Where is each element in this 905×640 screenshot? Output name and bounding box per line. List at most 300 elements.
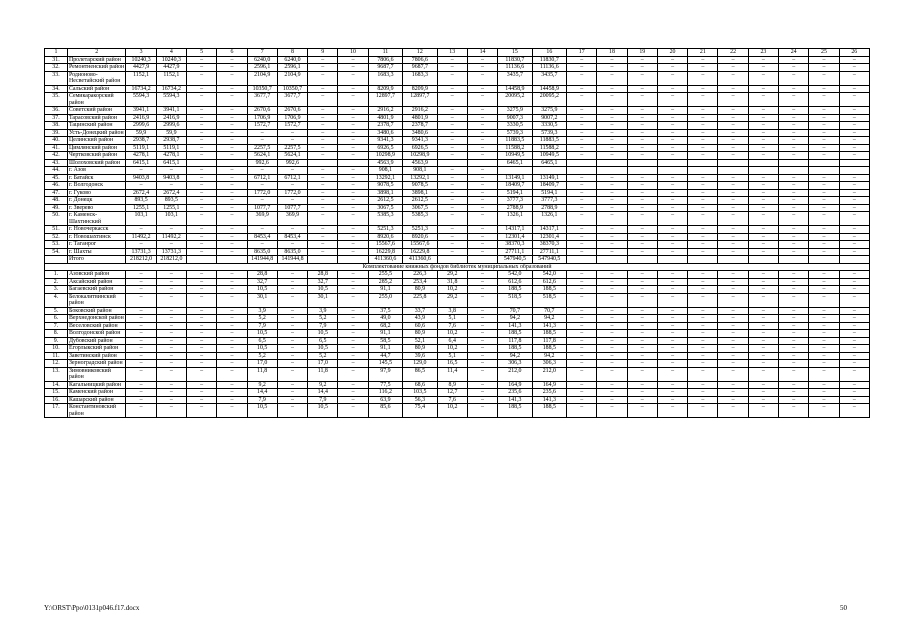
table-cell: 58,5 — [368, 337, 402, 345]
table-cell: – — [156, 360, 186, 368]
table-cell: – — [839, 182, 869, 190]
table-cell: 6240,0 — [247, 56, 277, 64]
table-cell: 188,5 — [498, 330, 532, 338]
file-path: Y:\ORST\Ppo\0131p046.f17.docx — [44, 604, 140, 612]
table-cell: – — [748, 114, 778, 122]
table-cell: – — [217, 241, 247, 249]
table-cell: – — [467, 352, 497, 360]
table-cell: – — [338, 56, 368, 64]
table-cell: – — [467, 307, 497, 315]
table-cell: – — [338, 233, 368, 241]
table-cell: – — [217, 56, 247, 64]
table-cell: – — [657, 337, 687, 345]
table-cell: 5385,3 — [403, 212, 437, 226]
table-cell: – — [688, 122, 718, 130]
table-cell: 39,6 — [403, 352, 437, 360]
table-cell: – — [187, 322, 217, 330]
table-cell: 8920,6 — [368, 233, 402, 241]
table-cell: 10298,9 — [403, 152, 437, 160]
table-cell: 14458,9 — [498, 85, 532, 93]
table-cell: – — [156, 330, 186, 338]
table-cell: – — [187, 122, 217, 130]
table-cell: 1683,3 — [368, 71, 402, 85]
table-cell: 20095,2 — [498, 93, 532, 107]
table-cell — [627, 159, 657, 167]
table-cell: – — [187, 93, 217, 107]
table-cell — [187, 159, 217, 167]
table-cell: 2916,2 — [368, 107, 402, 115]
table-cell: – — [688, 404, 718, 418]
table-cell: – — [748, 241, 778, 249]
table-cell: – — [277, 352, 307, 360]
table-cell: – — [467, 315, 497, 323]
table-cell: – — [156, 226, 186, 234]
table-cell: – — [467, 197, 497, 205]
table-cell: 9687,7 — [403, 64, 437, 72]
table-cell: – — [437, 241, 467, 249]
table-cell: – — [657, 233, 687, 241]
table-cell: – — [467, 226, 497, 234]
table-cell: 9341,3 — [368, 137, 402, 145]
table-cell: – — [467, 396, 497, 404]
table-cell: 141,3 — [498, 322, 532, 330]
table-cell: 10,5 — [308, 345, 338, 353]
table-cell: – — [217, 315, 247, 323]
table-cell: – — [567, 367, 597, 381]
table-cell: 3067,5 — [403, 204, 437, 212]
table-cell: 3677,7 — [277, 93, 307, 107]
table-cell: – — [308, 122, 338, 130]
table-cell: – — [748, 286, 778, 294]
table-cell: – — [338, 129, 368, 137]
table-cell: 11588,2 — [532, 144, 566, 152]
table-cell: – — [567, 271, 597, 279]
table-cell: – — [809, 93, 839, 107]
table-cell: 9403,8 — [126, 174, 156, 182]
table-cell: – — [809, 337, 839, 345]
table-cell: 2257,5 — [247, 144, 277, 152]
table-cell: 10298,9 — [368, 152, 402, 160]
table-cell: – — [718, 381, 748, 389]
table-cell: – — [126, 307, 156, 315]
table-cell — [688, 167, 718, 175]
table-cell: 188,5 — [532, 345, 566, 353]
table-cell: – — [779, 56, 809, 64]
table-cell: – — [688, 381, 718, 389]
table-cell: – — [748, 85, 778, 93]
table-cell: – — [657, 122, 687, 130]
table-cell: – — [126, 337, 156, 345]
table-cell: – — [338, 122, 368, 130]
table-cell: – — [437, 71, 467, 85]
table-cell: – — [467, 212, 497, 226]
table-cell: – — [126, 271, 156, 279]
table-row — [45, 114, 870, 122]
table-cell: – — [688, 337, 718, 345]
table-cell: 10,5 — [247, 286, 277, 294]
table-cell: – — [187, 114, 217, 122]
table-cell: – — [718, 182, 748, 190]
table-row — [45, 226, 870, 234]
table-cell: 612,6 — [532, 278, 566, 286]
table-cell: – — [567, 122, 597, 130]
table-cell: – — [277, 345, 307, 353]
table-cell: – — [187, 107, 217, 115]
table-cell: – — [627, 93, 657, 107]
table-cell: 145,5 — [368, 360, 402, 368]
table-cell: 80,9 — [403, 345, 437, 353]
table-cell: – — [718, 189, 748, 197]
table-cell: – — [779, 64, 809, 72]
table-cell: 10949,5 — [532, 152, 566, 160]
table-cell: 2378,7 — [403, 122, 437, 130]
table-cell: – — [437, 122, 467, 130]
table-cell: – — [126, 182, 156, 190]
table-cell: 38370,3 — [532, 241, 566, 249]
table-cell: 3941,1 — [126, 107, 156, 115]
table-cell: 10,5 — [247, 404, 277, 418]
table-cell: – — [809, 144, 839, 152]
table-cell: – — [277, 322, 307, 330]
column-number: 4 — [156, 49, 186, 57]
table-cell: – — [809, 137, 839, 145]
table-cell: 5251,3 — [403, 226, 437, 234]
table-cell: – — [338, 71, 368, 85]
table-cell: – — [156, 182, 186, 190]
table-cell: – — [748, 152, 778, 160]
table-row — [45, 144, 870, 152]
table-cell: – — [657, 226, 687, 234]
table-cell: – — [597, 404, 627, 418]
table-cell: 411360,6 — [368, 256, 402, 264]
table-cell: – — [187, 174, 217, 182]
table-cell: – — [126, 241, 156, 249]
column-number: 26 — [839, 49, 869, 57]
table-cell: – — [718, 204, 748, 212]
table-cell: – — [839, 64, 869, 72]
table-cell: 14. — [45, 381, 68, 389]
table-cell: – — [627, 278, 657, 286]
table-row — [45, 315, 870, 323]
table-cell: 37. — [45, 114, 68, 122]
column-number: 19 — [627, 49, 657, 57]
table-cell: – — [779, 381, 809, 389]
table-cell: – — [467, 271, 497, 279]
table-cell: – — [748, 367, 778, 381]
table-cell: 17,0 — [308, 360, 338, 368]
table-cell: 3898,1 — [403, 189, 437, 197]
table-cell: – — [338, 315, 368, 323]
table-cell: 10,2 — [437, 286, 467, 294]
table-cell: – — [217, 107, 247, 115]
table-cell: – — [467, 122, 497, 130]
table-cell: 8,9 — [437, 381, 467, 389]
table-cell: – — [156, 352, 186, 360]
table-cell: 91,1 — [368, 286, 402, 294]
table-cell: – — [308, 129, 338, 137]
table-cell: – — [657, 330, 687, 338]
table-cell: – — [809, 293, 839, 307]
table-cell: – — [437, 212, 467, 226]
table-cell: 31. — [45, 56, 68, 64]
table-cell: 6240,0 — [277, 56, 307, 64]
table-cell: – — [217, 167, 247, 175]
table-cell: 116,2 — [368, 389, 402, 397]
table-cell: – — [627, 345, 657, 353]
column-number: 20 — [657, 49, 687, 57]
table-cell: 5194,1 — [498, 189, 532, 197]
table-cell: 212,0 — [498, 367, 532, 381]
table-cell: – — [839, 404, 869, 418]
table-cell: – — [839, 278, 869, 286]
table-cell: – — [839, 396, 869, 404]
table-cell: – — [748, 389, 778, 397]
table-cell: 2670,6 — [247, 107, 277, 115]
row-name: Заветинский район — [67, 352, 125, 360]
table-cell: 1152,1 — [126, 71, 156, 85]
table-cell — [217, 159, 247, 167]
table-cell: – — [437, 167, 467, 175]
table-cell: 141,3 — [532, 396, 566, 404]
table-cell: – — [688, 322, 718, 330]
table-cell: 40. — [45, 137, 68, 145]
table-cell: – — [809, 64, 839, 72]
table-cell: 103,1 — [126, 212, 156, 226]
row-name: г. Азов — [67, 167, 125, 175]
table-cell: – — [597, 137, 627, 145]
table-cell: – — [657, 93, 687, 107]
table-cell: – — [597, 293, 627, 307]
table-cell — [567, 159, 597, 167]
table-cell: 11,4 — [437, 367, 467, 381]
table-cell: 12301,4 — [532, 233, 566, 241]
table-cell: – — [718, 345, 748, 353]
row-name: г. Зверево — [67, 204, 125, 212]
table-row — [45, 56, 870, 64]
table-cell: – — [748, 322, 778, 330]
table-cell: 18409,7 — [498, 182, 532, 190]
table-cell: 6,4 — [437, 337, 467, 345]
table-cell: – — [277, 367, 307, 381]
table-cell: 2596,1 — [247, 64, 277, 72]
table-cell: 2938,7 — [156, 137, 186, 145]
table-cell: 11830,7 — [532, 56, 566, 64]
table-cell: 27711,1 — [498, 248, 532, 256]
table-cell: – — [187, 345, 217, 353]
table-cell: 2416,9 — [126, 114, 156, 122]
table-cell: – — [718, 129, 748, 137]
table-cell: 4. — [45, 293, 68, 307]
table-row — [45, 286, 870, 294]
table-cell: – — [688, 286, 718, 294]
table-cell: 1. — [45, 271, 68, 279]
table-cell: 10,2 — [437, 330, 467, 338]
table-cell: – — [217, 137, 247, 145]
table-cell: – — [338, 174, 368, 182]
table-cell: – — [809, 212, 839, 226]
table-cell: 11,8 — [308, 367, 338, 381]
table-cell: – — [597, 85, 627, 93]
table-cell: 11136,6 — [498, 64, 532, 72]
table-cell: 14317,1 — [532, 226, 566, 234]
row-name: Родионово-Несветайский район — [67, 71, 125, 85]
table-cell: 253,4 — [403, 278, 437, 286]
table-cell: – — [688, 197, 718, 205]
table-cell: – — [217, 114, 247, 122]
table-cell: – — [437, 152, 467, 160]
table-cell: – — [467, 107, 497, 115]
table-cell: – — [597, 204, 627, 212]
table-cell: 10240,3 — [156, 56, 186, 64]
table-cell: – — [277, 381, 307, 389]
table-cell: – — [437, 64, 467, 72]
table-cell: – — [277, 389, 307, 397]
table-cell: 129,0 — [403, 360, 437, 368]
row-name: Кашарский район — [67, 396, 125, 404]
row-name: г. Донецк — [67, 197, 125, 205]
table-cell: – — [688, 293, 718, 307]
table-cell: – — [437, 197, 467, 205]
table-cell: 3898,1 — [368, 189, 402, 197]
table-cell: – — [597, 129, 627, 137]
table-cell: 992,6 — [247, 159, 277, 167]
table-cell: 2999,6 — [126, 122, 156, 130]
table-cell — [779, 256, 809, 264]
table-cell: 908,1 — [403, 167, 437, 175]
table-cell: 39. — [45, 129, 68, 137]
table-cell: – — [597, 307, 627, 315]
table-cell: – — [688, 345, 718, 353]
table-cell: – — [657, 345, 687, 353]
table-cell: 5594,3 — [126, 93, 156, 107]
table-cell: – — [809, 404, 839, 418]
table-cell: – — [567, 337, 597, 345]
table-cell: – — [809, 85, 839, 93]
row-name: Аксайский район — [67, 278, 125, 286]
table-cell: 44,7 — [368, 352, 402, 360]
table-row — [45, 64, 870, 72]
table-cell: – — [597, 315, 627, 323]
table-cell: – — [657, 286, 687, 294]
table-row — [45, 256, 870, 264]
table-cell: – — [627, 204, 657, 212]
table-cell: – — [688, 226, 718, 234]
table-cell: – — [657, 204, 687, 212]
table-cell: – — [688, 152, 718, 160]
table-cell: – — [748, 352, 778, 360]
table-cell: 47. — [45, 189, 68, 197]
table-cell: – — [839, 226, 869, 234]
table-cell — [627, 256, 657, 264]
table-cell: – — [567, 241, 597, 249]
table-cell: – — [809, 174, 839, 182]
table-cell: – — [126, 404, 156, 418]
table-cell: 32,7 — [247, 278, 277, 286]
table-cell: 1706,9 — [277, 114, 307, 122]
table-cell: 43,9 — [403, 315, 437, 323]
table-cell: – — [748, 360, 778, 368]
table-cell: – — [839, 189, 869, 197]
table-cell: – — [627, 174, 657, 182]
table-cell: – — [748, 233, 778, 241]
row-name: Багаевский район — [67, 286, 125, 294]
table-cell: – — [627, 85, 657, 93]
table-cell: – — [597, 278, 627, 286]
table-cell: – — [718, 197, 748, 205]
table-cell — [567, 167, 597, 175]
table-cell: – — [718, 278, 748, 286]
table-cell: – — [688, 278, 718, 286]
table-cell — [597, 167, 627, 175]
table-cell: – — [839, 107, 869, 115]
table-cell: – — [567, 152, 597, 160]
table-cell: 41. — [45, 144, 68, 152]
table-cell: 11830,7 — [498, 56, 532, 64]
table-cell: – — [187, 226, 217, 234]
table-cell: – — [187, 197, 217, 205]
table-cell: 17. — [45, 404, 68, 418]
table-cell: 10,2 — [437, 404, 467, 418]
table-cell: – — [467, 137, 497, 145]
table-cell: 7. — [45, 322, 68, 330]
table-cell: – — [748, 226, 778, 234]
table-cell: – — [567, 56, 597, 64]
table-cell: 7,6 — [437, 322, 467, 330]
table-cell — [748, 167, 778, 175]
table-cell: 4427,9 — [126, 64, 156, 72]
table-cell: 2104,9 — [247, 71, 277, 85]
table-cell: – — [567, 204, 597, 212]
table-cell: 9403,8 — [156, 174, 186, 182]
table-cell: – — [688, 241, 718, 249]
table-cell: – — [809, 248, 839, 256]
table-cell: 45. — [45, 174, 68, 182]
column-number: 15 — [498, 49, 532, 57]
table-cell: – — [657, 248, 687, 256]
table-cell: – — [718, 114, 748, 122]
table-cell: – — [338, 396, 368, 404]
table-cell: – — [809, 396, 839, 404]
table-cell: – — [597, 174, 627, 182]
table-cell: – — [217, 293, 247, 307]
table-cell: – — [688, 233, 718, 241]
table-cell: – — [748, 345, 778, 353]
table-cell: – — [308, 167, 338, 175]
table-cell: – — [217, 389, 247, 397]
table-cell: – — [779, 144, 809, 152]
table-cell: – — [627, 182, 657, 190]
table-cell: – — [809, 241, 839, 249]
table-cell: – — [839, 337, 869, 345]
table-cell: 7,9 — [247, 322, 277, 330]
table-cell: – — [809, 233, 839, 241]
table-cell: – — [467, 286, 497, 294]
table-cell: 3480,6 — [368, 129, 402, 137]
table-cell: – — [187, 337, 217, 345]
row-name: Тацинский район — [67, 122, 125, 130]
table-cell: – — [126, 360, 156, 368]
row-name: Чертковский район — [67, 152, 125, 160]
table-cell — [718, 256, 748, 264]
table-cell: – — [338, 167, 368, 175]
table-cell: – — [718, 241, 748, 249]
table-cell: – — [467, 367, 497, 381]
table-cell: – — [839, 197, 869, 205]
table-cell: – — [437, 137, 467, 145]
table-cell: – — [187, 389, 217, 397]
table-cell: 255,5 — [368, 271, 402, 279]
table-cell: – — [779, 204, 809, 212]
